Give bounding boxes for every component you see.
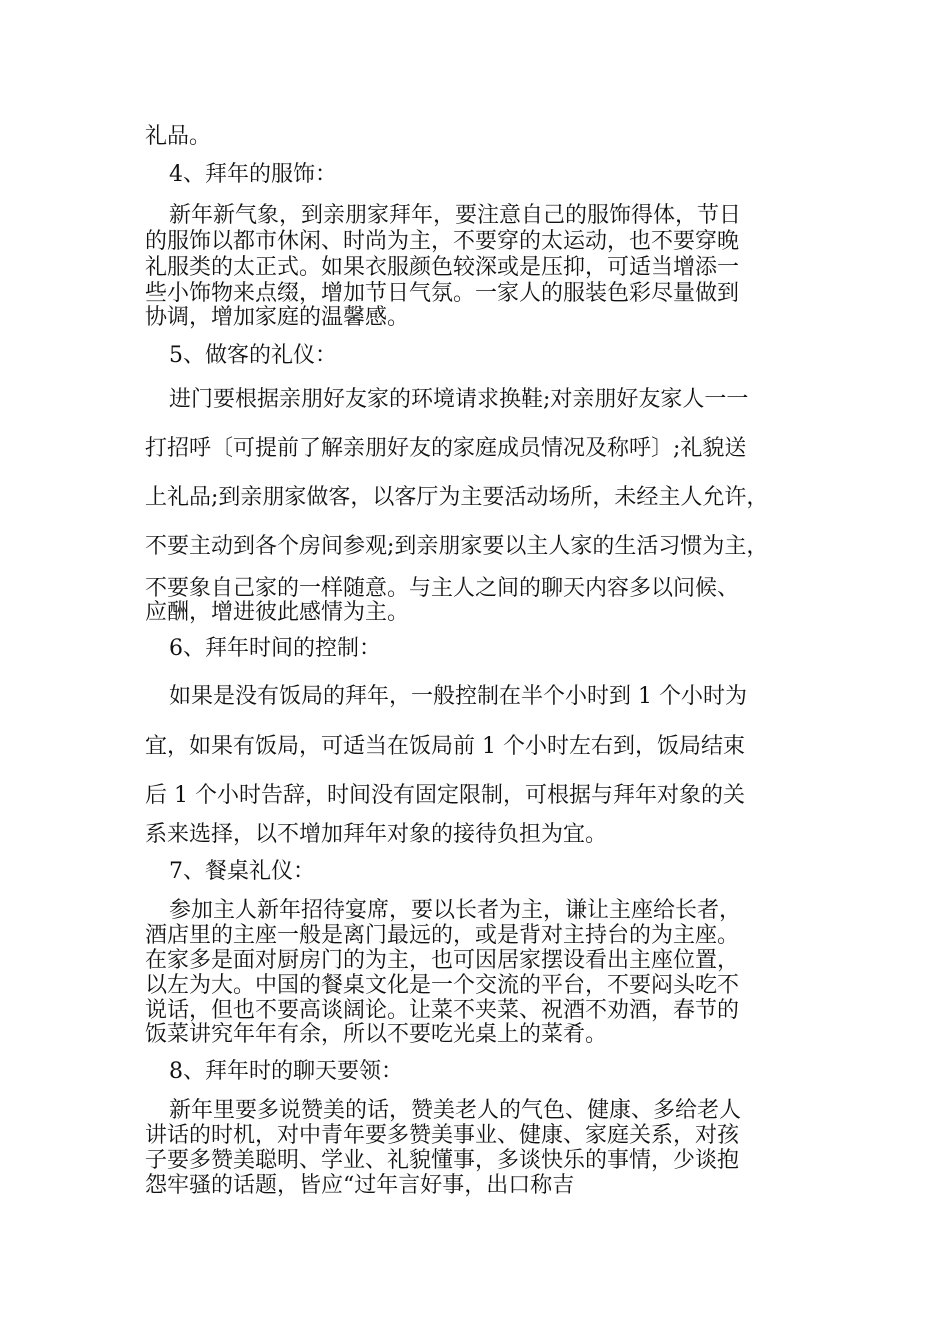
conversation-paragraph-line: 怨牢骚的话题，皆应“过年言好事，出口称吉	[145, 1173, 575, 1198]
attire-paragraph-line: 礼服类的太正式。如果衣服颜色较深或是压抑，可适当增添一	[145, 255, 740, 280]
table-manners-paragraph-line: 参加主人新年招待宴席，要以长者为主，谦让主座给长者，	[169, 898, 742, 923]
visiting-paragraph-line: 打招呼〔可提前了解亲朋好友的家庭成员情况及称呼〕;礼貌送	[145, 436, 747, 461]
conversation-paragraph-line: 新年里要多说赞美的话，赞美老人的气色、健康、多给老人	[169, 1098, 742, 1123]
visiting-paragraph-line: 不要主动到各个房间参观;到亲朋家要以主人家的生活习惯为主，	[145, 534, 769, 559]
attire-paragraph-line: 些小饰物来点缀，增加节日气氛。一家人的服装色彩尽量做到	[145, 281, 740, 306]
visiting-paragraph-line: 应酬，增进彼此感情为主。	[145, 600, 410, 625]
table-manners-paragraph-line: 在家多是面对厨房门的为主，也可因居家摆设看出主座位置，	[145, 948, 740, 973]
duration-paragraph-line: 后 1 个小时告辞，时间没有固定限制，可根据与拜年对象的关	[145, 783, 745, 808]
attire-paragraph-line: 的服饰以都市休闲、时尚为主，不要穿的太运动，也不要穿晚	[145, 229, 740, 254]
visiting-paragraph-line: 不要象自己家的一样随意。与主人之间的聊天内容多以问候、	[145, 576, 740, 601]
paragraph-continuation: 礼品。	[145, 124, 212, 149]
section-heading-conversation-tips: 8、拜年时的聊天要领：	[169, 1059, 403, 1084]
duration-paragraph-line: 系来选择，以不增加拜年对象的接待负担为宜。	[145, 822, 608, 847]
table-manners-paragraph-line: 酒店里的主座一般是离门最远的，或是背对主持台的为主座。	[145, 923, 740, 948]
section-heading-table-manners: 7、餐桌礼仪：	[169, 859, 315, 884]
duration-paragraph-line: 宜，如果有饭局，可适当在饭局前 1 个小时左右到，饭局结束	[145, 734, 745, 759]
attire-paragraph-line: 协调，增加家庭的温馨感。	[145, 305, 410, 330]
duration-paragraph-line: 如果是没有饭局的拜年，一般控制在半个小时到 1 个小时为	[169, 684, 747, 709]
table-manners-paragraph-line: 以左为大。中国的餐桌文化是一个交流的平台，不要闷头吃不	[145, 973, 740, 998]
table-manners-paragraph-line: 说话，但也不要高谈阔论。让菜不夹菜、祝酒不劝酒，春节的	[145, 998, 740, 1023]
visiting-paragraph-line: 上礼品;到亲朋家做客，以客厅为主要活动场所，未经主人允许，	[145, 485, 769, 510]
conversation-paragraph-line: 讲话的时机，对中青年要多赞美事业、健康、家庭关系，对孩	[145, 1123, 740, 1148]
attire-paragraph-line: 新年新气象，到亲朋家拜年，要注意自己的服饰得体，节日	[169, 203, 742, 228]
visiting-paragraph-line: 进门要根据亲朋好友家的环境请求换鞋;对亲朋好友家人一一	[169, 387, 749, 412]
table-manners-paragraph-line: 饭菜讲究年年有余，所以不要吃光桌上的菜肴。	[145, 1022, 608, 1047]
section-heading-visit-duration: 6、拜年时间的控制：	[169, 636, 381, 661]
section-heading-visiting-etiquette: 5、做客的礼仪：	[169, 343, 337, 368]
conversation-paragraph-line: 子要多赞美聪明、学业、礼貌懂事，多谈快乐的事情，少谈抱	[145, 1148, 740, 1173]
section-heading-attire: 4、拜年的服饰：	[169, 162, 337, 187]
